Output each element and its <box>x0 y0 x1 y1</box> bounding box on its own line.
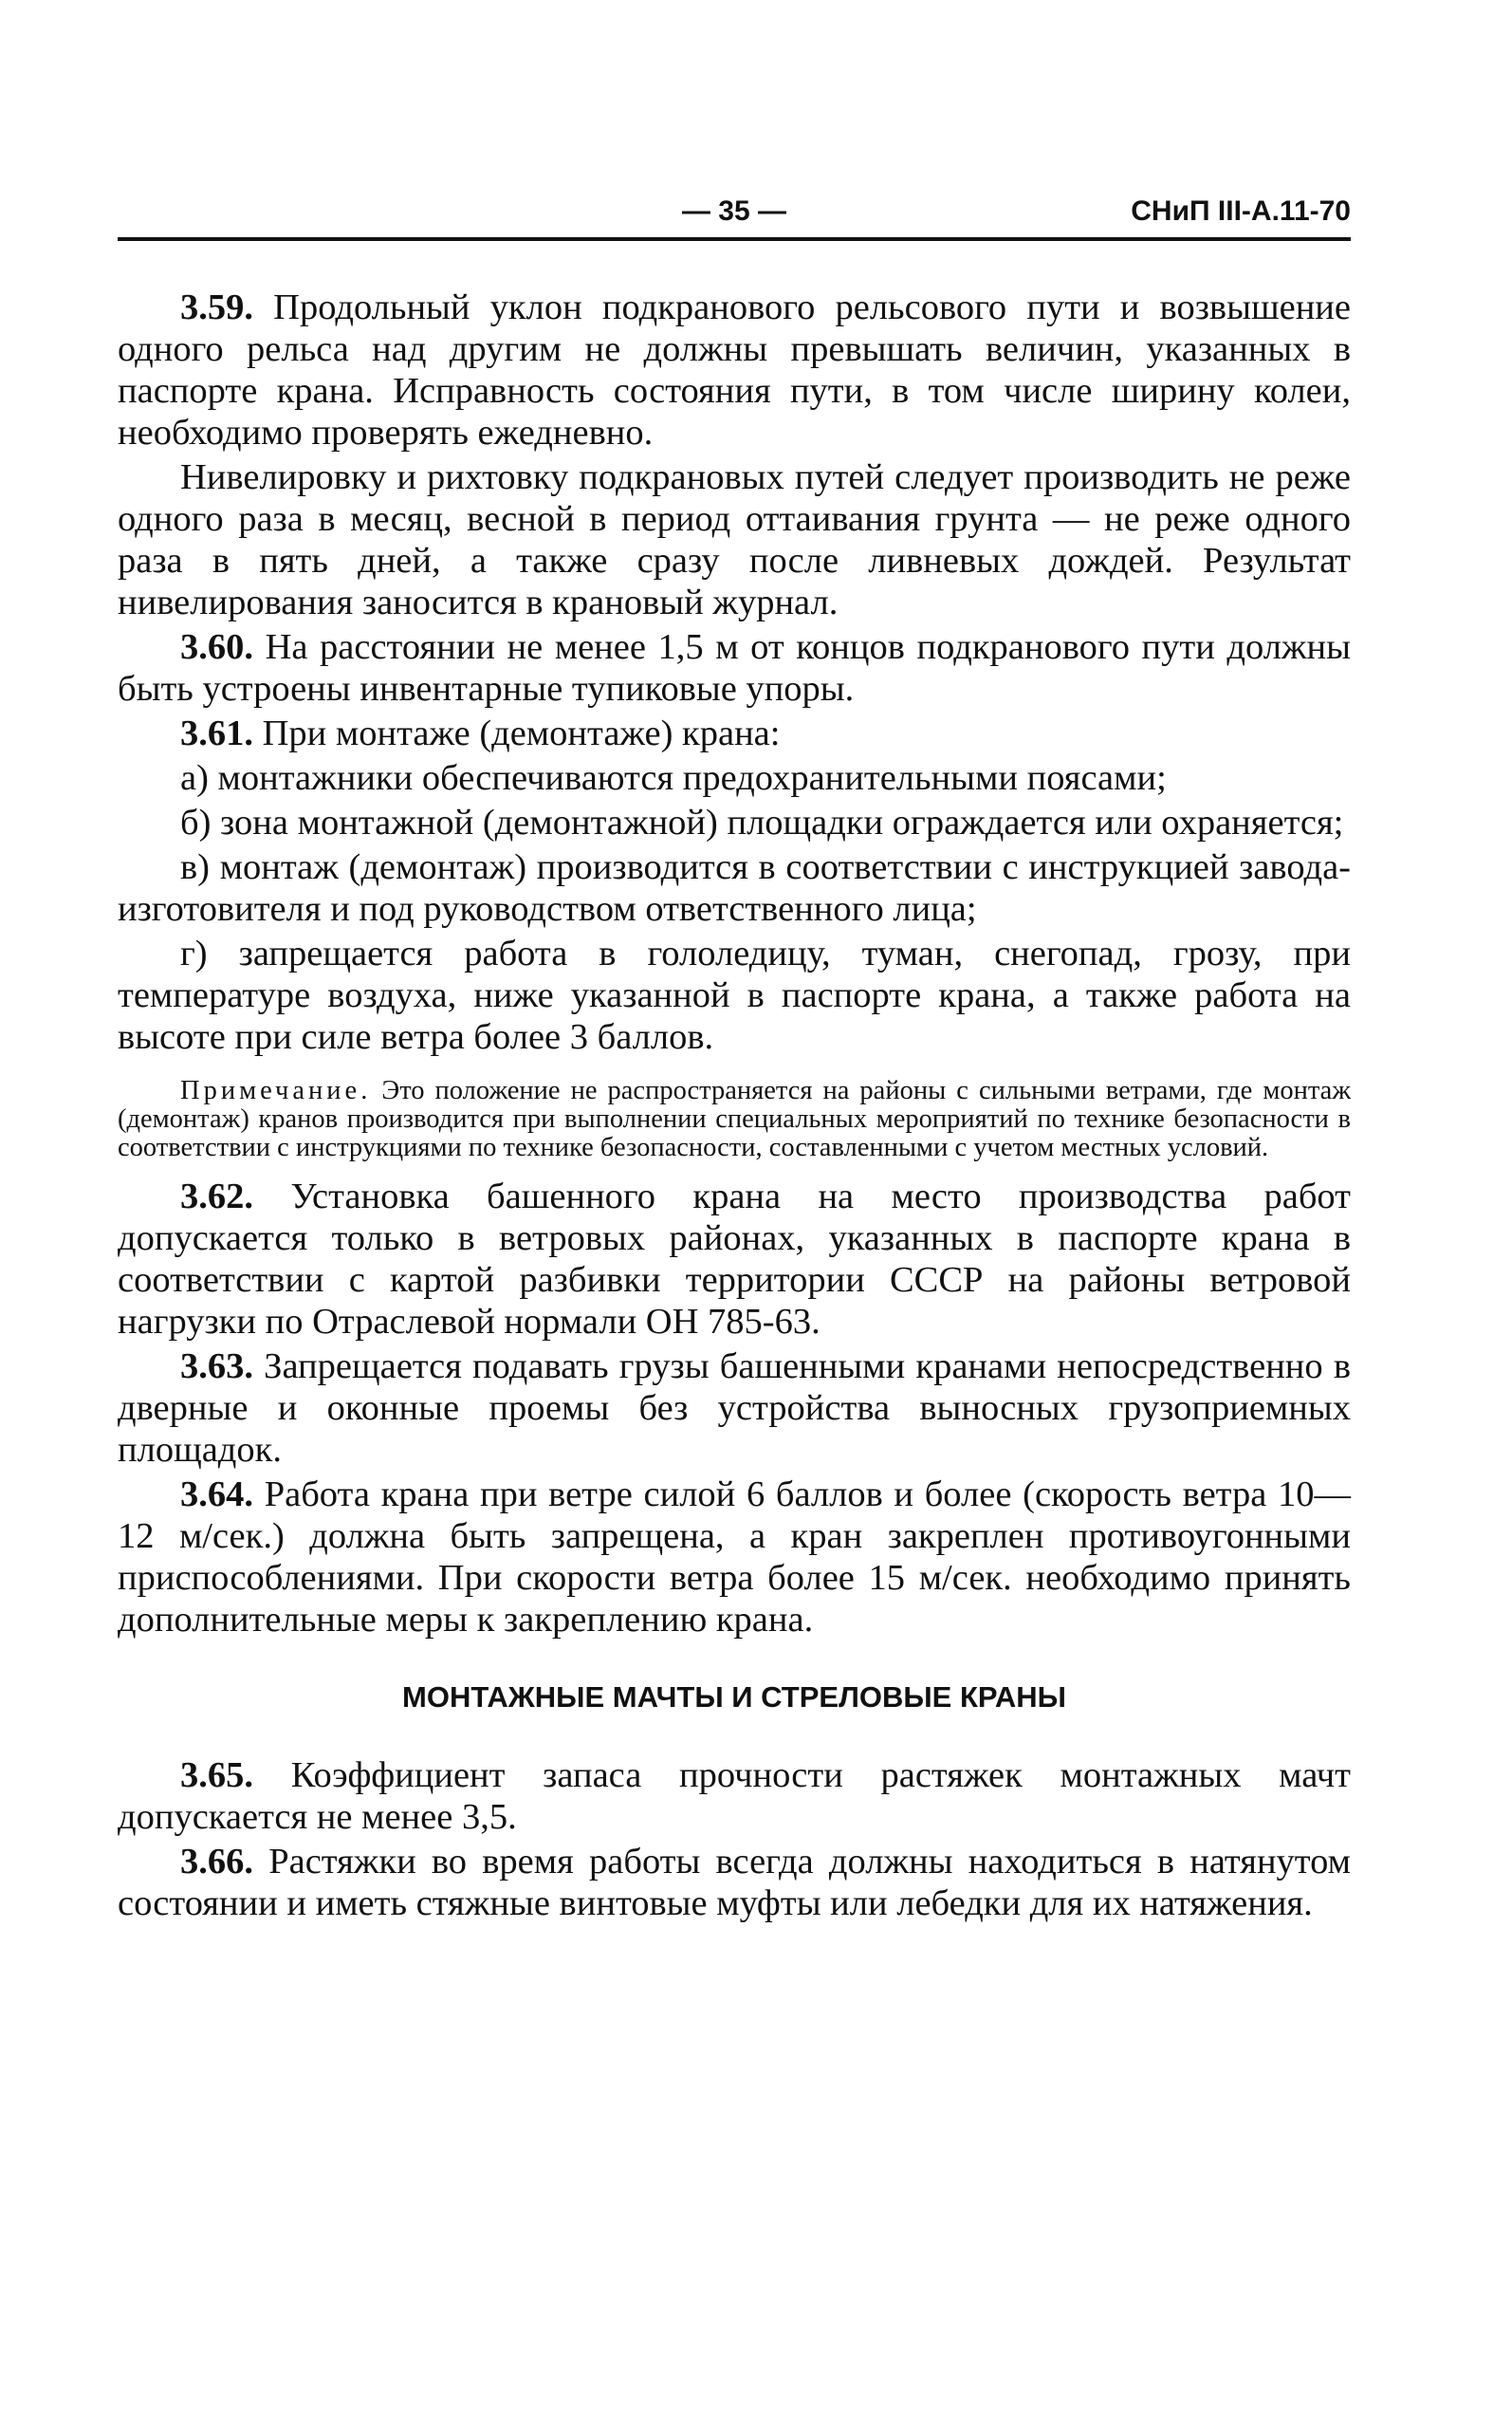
clause-3-62 <box>118 1176 1351 1343</box>
clause-text: Продольный уклон подкранового рельсового пути и возвышение одного рельса над другим не должны превышать величин, указанных в паспорте крана. Исправность состояния пути, в том числе ширину колеи, необходимо проверять ежедневно. <box>118 287 1351 453</box>
list-item-b: б) зона монтажной (демонтажной) площадки ограждается или охраняется; <box>180 803 1344 843</box>
clause-number: 3.61. <box>180 714 253 753</box>
clause-number: 3.62. <box>180 1177 253 1216</box>
clause-text: Запрещается подавать грузы башенными кранами непосредственно в дверные и оконные проемы без устройства выносных грузоприемных площадок. <box>118 1346 1351 1470</box>
list-item-v: в) монтаж (демонтаж) производится в соответствии с инструкцией завода-изготовителя и под руководством ответственного лица; <box>118 847 1351 929</box>
clause-3-66 <box>118 1841 1351 1924</box>
page-header <box>118 190 1351 243</box>
document-code: СНиП III-А.11-70 <box>1131 195 1351 227</box>
clause-3-61 <box>118 713 1351 754</box>
clause-number: 3.59. <box>180 287 253 327</box>
section-heading: МОНТАЖНЫЕ МАЧТЫ И СТРЕЛОВЫЕ КРАНЫ <box>402 1680 1066 1714</box>
clause-text: Коэффициент запаса прочности растяжек монтажных мачт допускается не менее 3,5. <box>118 1755 1351 1837</box>
clause-number: 3.66. <box>180 1842 253 1882</box>
clause-text: Растяжки во время работы всегда должны находиться в натянутом состоянии и иметь стяжные винтовые муфты или лебедки для их натяжения. <box>118 1842 1351 1923</box>
clause-3-59-continued <box>118 456 1351 623</box>
header-rule <box>118 237 1351 241</box>
list-item-g: г) запрещается работа в гололедицу, туман, снегопад, грозу, при температуре воздуха, ниже указанной в паспорте крана, а также работа на высоте при силе ветра более 3 баллов. <box>118 934 1351 1057</box>
note-text: Это положение не распространяется на районы с сильными ветрами, где монтаж (демонтаж) кранов производится при выполнении специальных мероприятий по технике безопасности в соответствии с инструкциями по технике безопасности, составленными с учетом местных условий. <box>118 1076 1352 1162</box>
clause-number: 3.64. <box>180 1474 253 1514</box>
clause-number: 3.63. <box>180 1346 253 1386</box>
body-text <box>118 287 1351 1924</box>
clause-number: 3.60. <box>180 627 253 667</box>
list-item-a: а) монтажники обеспечиваются предохранительными поясами; <box>180 758 1167 798</box>
document-page <box>118 190 1351 1927</box>
note <box>118 1077 1351 1162</box>
clause-3-65 <box>118 1754 1351 1838</box>
clause-number: 3.65. <box>180 1755 253 1795</box>
clause-3-63 <box>118 1345 1351 1471</box>
clause-3-59 <box>118 287 1351 454</box>
clause-text: Работа крана при ветре силой 6 баллов и более (скорость ветра 10—12 м/сек.) должна быть запрещена, а кран закреплен противоугонными приспособлениями. При скорости ветра более 15 м/сек. необходимо принять дополнительные меры к закреплению крана. <box>118 1474 1351 1640</box>
clause-text: При монтаже (демонтаже) крана: <box>262 714 781 753</box>
page-number: — 35 — <box>681 195 787 227</box>
clause-3-60 <box>118 626 1351 710</box>
clause-text: Установка башенного крана на место производства работ допускается только в ветровых районах, указанных в паспорте крана в соответствии с картой разбивки территории СССР на районы ветровой нагрузки по Отраслевой нормали ОН 785-63. <box>118 1177 1352 1342</box>
clause-text: Нивелировку и рихтовку подкрановых путей следует производить не реже одного раза в месяц, весной в период оттаивания грунта — не реже одного раза в пять дней, а также сразу после ливневых дождей. Результат нивелирования заносится в крановый журнал. <box>118 457 1351 622</box>
clause-text: На расстоянии не менее 1,5 м от концов подкранового пути должны быть устроены инвентарные тупиковые упоры. <box>118 627 1352 709</box>
clause-3-64 <box>118 1474 1351 1641</box>
note-label: Примечание. <box>180 1076 372 1105</box>
